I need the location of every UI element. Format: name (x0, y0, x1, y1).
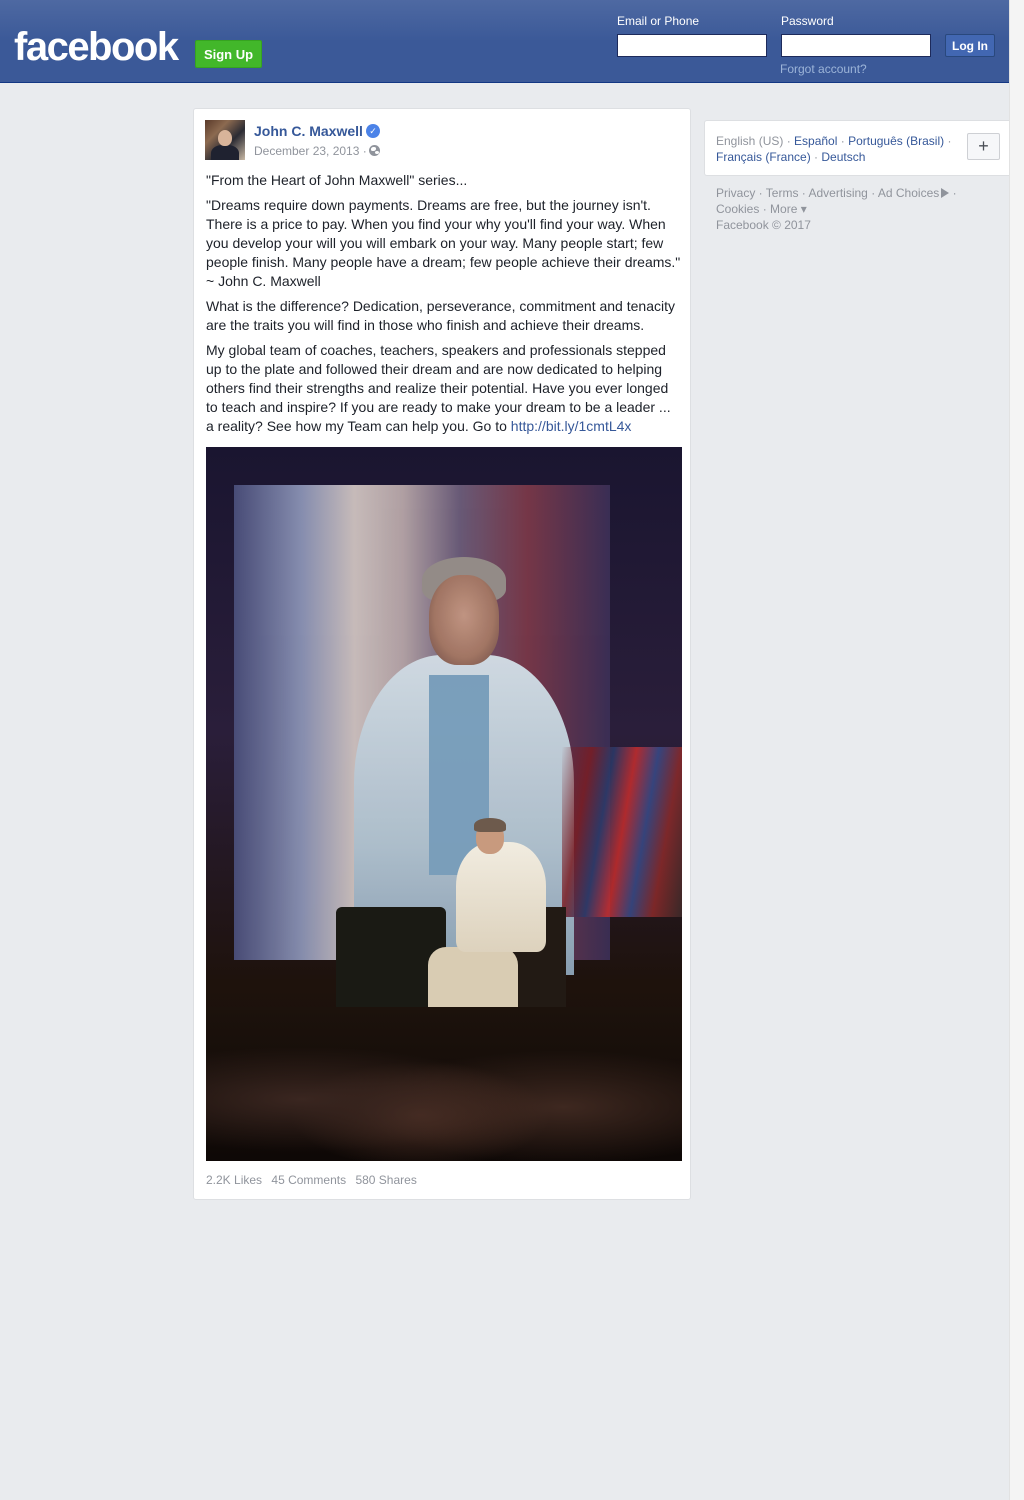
language-list (716, 133, 956, 165)
forgot-account-link[interactable]: Forgot account? (780, 62, 867, 76)
password-label: Password (781, 14, 834, 28)
sign-up-button[interactable]: Sign Up (195, 40, 262, 68)
footer-link-terms[interactable]: Terms (765, 186, 799, 200)
post-paragraph: "From the Heart of John Maxwell" series... (206, 172, 468, 188)
separator: · (944, 134, 952, 148)
post-photo[interactable] (206, 447, 682, 1161)
facebook-logo[interactable]: facebook (14, 25, 178, 69)
globe-icon (369, 145, 380, 156)
separator: · (755, 186, 766, 200)
current-language: English (US) (716, 134, 784, 148)
footer-link-ad-choices[interactable] (878, 186, 949, 200)
more-label[interactable]: More (770, 202, 798, 216)
copyright: Facebook © 2017 (716, 218, 811, 232)
post-link[interactable]: http://bit.ly/1cmtL4x (510, 418, 632, 434)
post-paragraph (206, 341, 682, 436)
post-date[interactable] (254, 144, 367, 158)
speaker-jacket (456, 842, 546, 952)
scrollbar[interactable] (1009, 0, 1024, 1500)
top-bar (0, 0, 1009, 83)
post-date-text[interactable]: December 23, 2013 (254, 144, 360, 158)
avatar-body (211, 145, 239, 160)
author-name[interactable]: John C. Maxwell (254, 123, 363, 139)
footer-links (716, 185, 976, 233)
language-option[interactable]: Français (France) (716, 150, 811, 164)
separator: · (837, 134, 849, 148)
language-option[interactable]: Español (794, 134, 838, 148)
email-label: Email or Phone (617, 14, 700, 28)
language-option[interactable]: Português (Brasil) (848, 134, 945, 148)
screen-figure-head (429, 575, 499, 665)
footer-link-advertising[interactable]: Advertising (808, 186, 868, 200)
separator: · (867, 186, 878, 200)
avatar-face (218, 130, 232, 146)
password-field[interactable] (781, 34, 931, 57)
post-paragraph: "Dreams require down payments. Dreams are free, but the journey isn't. There is a price to pay. When you find your why you'll find your way. When you develop your will you will embark on your way. Many people start; few people finish. Many people have a dream; few people achieve their dreams." ~ John C. Maxwell (206, 197, 681, 289)
footer-link-privacy[interactable]: Privacy (716, 186, 756, 200)
language-selector (704, 120, 1009, 176)
separator: · (798, 186, 809, 200)
separator: · (783, 134, 795, 148)
footer-link-more[interactable] (770, 202, 807, 216)
post-paragraph-text: My global team of coaches, teachers, speakers and professionals stepped up to the plate and followed their dream and are now dedicated to helping others find their strengths and realize their potential. Have you ever longed to teach and inspire? If you are ready to make your dream to be a leader ... a reality? See how my Team can help you. Go to (206, 342, 671, 434)
log-in-button[interactable]: Log In (945, 34, 995, 57)
likes-count[interactable]: 2.2K Likes (206, 1173, 263, 1187)
post-text (206, 171, 682, 442)
speaker-hair (474, 818, 506, 832)
verified-badge-icon: ✓ (366, 124, 380, 138)
flags (562, 747, 682, 917)
caret-down-icon: ▾ (800, 202, 807, 216)
audience (206, 1007, 682, 1161)
ad-choices-label[interactable]: Ad Choices (877, 186, 940, 200)
email-field[interactable] (617, 34, 767, 57)
footer-link-cookies[interactable]: Cookies (716, 202, 760, 216)
projection-screen (234, 485, 610, 960)
post-stats (206, 1173, 423, 1187)
shares-count[interactable]: 580 Shares (355, 1173, 417, 1187)
post-card (193, 108, 691, 1200)
post-paragraph: What is the difference? Dedication, perseverance, commitment and tenacity are the traits you will find in those who finish and achieve their dreams. (206, 298, 675, 333)
separator: · (949, 186, 957, 200)
avatar[interactable] (205, 120, 245, 160)
add-language-button[interactable]: + (967, 133, 1000, 160)
separator: · (759, 202, 771, 216)
separator: · (810, 150, 822, 164)
comments-count[interactable]: 45 Comments (271, 1173, 347, 1187)
language-option[interactable]: Deutsch (821, 150, 866, 164)
date-separator: · (362, 144, 367, 158)
